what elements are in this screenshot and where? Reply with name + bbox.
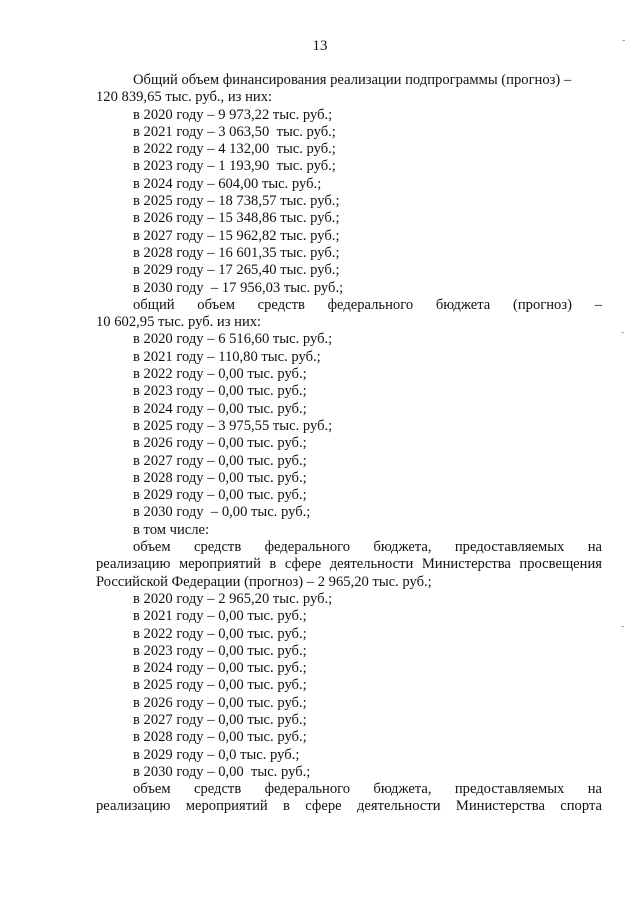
text-line: в 2026 году – 15 348,86 тыс. руб.; [133,210,340,227]
text-line: в 2021 году – 110,80 тыс. руб.; [133,348,321,365]
text-line: общий объем средств федерального бюджета (прогноз) – [133,296,602,313]
text-line: в 2029 году – 0,00 тыс. руб.; [133,487,307,504]
text-line: в 2028 году – 16 601,35 тыс. руб.; [133,244,340,261]
page-number: 13 [312,38,328,54]
text-line: реализацию мероприятий в сфере деятельности Министерства спорта [96,798,602,815]
text-line: в 2022 году – 4 132,00 тыс. руб.; [133,141,336,158]
text-line: в 2025 году – 0,00 тыс. руб.; [133,677,307,694]
scan-mark: - [622,35,626,46]
document-body [96,72,602,816]
text-line: в 2029 году – 17 265,40 тыс. руб.; [133,262,340,279]
text-line: в 2030 году – 0,00 тыс. руб.; [133,504,311,521]
text-line: в 2028 году – 0,00 тыс. руб.; [133,469,307,486]
text-line: в 2023 году – 1 193,90 тыс. руб.; [133,158,336,175]
text-line: в 2025 году – 18 738,57 тыс. руб.; [133,193,340,210]
text-line: в 2027 году – 0,00 тыс. руб.; [133,452,307,469]
text-line: в 2022 году – 0,00 тыс. руб.; [133,625,307,642]
text-line: объем средств федерального бюджета, предоставляемых на [133,539,602,556]
scan-mark: - [621,621,625,632]
text-line: в 2024 году – 0,00 тыс. руб.; [133,660,307,677]
text-line: в 2022 году – 0,00 тыс. руб.; [133,366,307,383]
text-line: в 2021 году – 0,00 тыс. руб.; [133,608,307,625]
text-line: 120 839,65 тыс. руб., из них: [96,89,273,106]
text-line: в 2020 году – 2 965,20 тыс. руб.; [133,590,333,607]
text-line: в 2023 году – 0,00 тыс. руб.; [133,383,307,400]
text-line: в 2024 году – 604,00 тыс. руб.; [133,175,322,192]
text-line: в 2030 году – 0,00 тыс. руб.; [133,763,311,780]
text-line: в 2029 году – 0,0 тыс. руб.; [133,746,300,763]
text-line: в 2028 году – 0,00 тыс. руб.; [133,729,307,746]
text-line: объем средств федерального бюджета, предоставляемых на [133,781,602,798]
text-line: в 2021 году – 3 063,50 тыс. руб.; [133,123,336,140]
text-line: в 2025 году – 3 975,55 тыс. руб.; [133,417,333,434]
text-line: в 2020 году – 6 516,60 тыс. руб.; [133,331,333,348]
scan-mark: - [621,327,625,338]
text-line: в 2024 году – 0,00 тыс. руб.; [133,400,307,417]
text-line: реализацию мероприятий в сфере деятельности Министерства просвещения [96,556,602,573]
text-line: в 2030 году – 17 956,03 тыс. руб.; [133,279,344,296]
text-line: в 2027 году – 15 962,82 тыс. руб.; [133,227,340,244]
text-line: в 2020 году – 9 973,22 тыс. руб.; [133,106,333,123]
text-line: в 2026 году – 0,00 тыс. руб.; [133,694,307,711]
text-line: в 2026 году – 0,00 тыс. руб.; [133,435,307,452]
text-line: Общий объем финансирования реализации подпрограммы (прогноз) – [133,72,572,88]
text-line: в 2027 году – 0,00 тыс. руб.; [133,711,307,728]
text-line: в том числе: [133,521,210,538]
text-line: в 2023 году – 0,00 тыс. руб.; [133,642,307,659]
text-line: 10 602,95 тыс. руб. из них: [96,314,262,331]
text-line: Российской Федерации (прогноз) – 2 965,20 тыс. руб.; [96,573,432,590]
